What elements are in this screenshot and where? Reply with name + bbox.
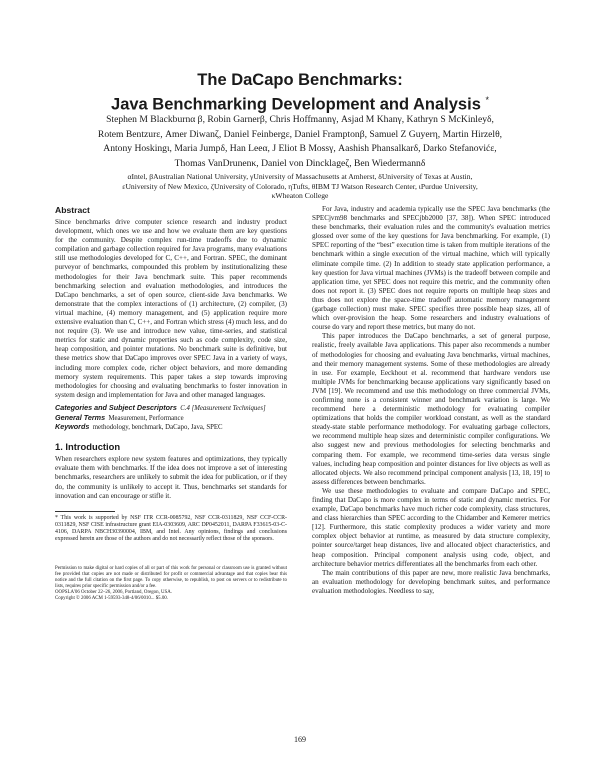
left-column: [55, 205, 287, 602]
affiliations-line-1: αIntel, βAustralian National University, γUniversity of Massachusetts at Amherst, δUniversity of Texas at Austin,: [127, 172, 473, 181]
categories-label: Categories and Subject Descriptors: [55, 402, 177, 412]
general-terms-row: [55, 414, 287, 424]
body-paragraph-3: We use these methodologies to evaluate and compare DaCapo and SPEC, finding that DaCapo is more complex in terms of static and dynamic metrics. For example, DaCapo benchmarks have much richer code complexity, class structures, and class hierarchies than SPEC according to the Chidamber and Kemerer metrics [12]. Furthermore, this static complexity produces a wider variety and more complex object behavior at runtime, as measured by data structure complexity, pointer source/target heap distances, live and allocated object characteristics, and heap composition. Principal component analysis using code, object, and architecture behavior metrics differentiates all the benchmarks from each other.: [312, 486, 550, 568]
body-paragraph-4: The main contributions of this paper are new, more realistic Java benchmarks, an evaluation methodology for developing benchmark suites, and performance evaluation methodologies. Needless to say,: [312, 568, 550, 595]
general-terms-text: Measurement, Performance: [108, 414, 184, 422]
affiliations-line-2: εUniversity of New Mexico, ζUniversity of Colorado, ηTufts, θIBM TJ Watson Research Center, ιPurdue University,: [122, 181, 478, 191]
page-number: 169: [294, 735, 306, 744]
abstract-heading: Abstract: [55, 205, 90, 215]
authors-line-2: Rotem Bentzurε, Amer Diwanζ, Daniel Feinbergε, Daniel Framptonβ, Samuel Z Guyerη, Martin Hirzelθ,: [97, 128, 503, 140]
keywords-label: Keywords: [55, 422, 90, 432]
abstract-text: Since benchmarks drive computer science research and industry product development, which ones we use and how we evaluate them are key questions for the community. Despite complex run-time tradeoffs due to dynamic compilation and garbage collection required for Java programs, many evaluations still use methodologies developed for C, C++, and Fortran. SPEC, the dominant purveyor of benchmarks, compounded this problem by institutionalizing these methodologies for their Java benchmark suite. This paper recommends benchmarking selection and evaluation methodologies, and introduces the DaCapo benchmarks, a set of open source, client-side Java benchmarks. We demonstrate that the complex interactions of (1) architecture, (2) compiler, (3) virtual machine, (4) memory management, and (5) application require more extensive evaluation than C, C++, and Fortran which stress (4) much less, and do not require (3). We use and introduce new value, time-series, and statistical metrics for static and dynamic properties such as code complexity, code size, heap composition, and pointer mutations. No benchmark suite is definitive, but these metrics show that DaCapo improves over SPEC Java in a variety of ways, including more complex code, richer object behaviors, and more demanding memory system requirements. This paper takes a step towards improving methodologies for choosing and evaluating benchmarks to foster innovation in system design and implementation for Java and other managed languages.: [55, 218, 287, 399]
title-footnote-mark: *: [485, 95, 489, 105]
right-column: [312, 205, 550, 596]
title-line-1: The DaCapo Benchmarks:: [197, 71, 403, 89]
conference-line: OOPSLA'06 October 22–26, 2006, Portland, Oregon, USA.: [55, 589, 173, 595]
copyright-line: Copyright © 2006 ACM 1-59593-348-4/06/0010... $5.00.: [55, 596, 168, 602]
authors-line-1: Stephen M Blackburnα β, Robin Garnerβ, Chris Hoffmannγ, Asjad M Khanγ, Kathryn S McKinleyδ,: [106, 114, 494, 125]
introduction-text: When researchers explore new system features and optimizations, they typically evaluate them with benchmarks. If the idea does not improve a set of interesting benchmarks, researchers are unlikely to submit the idea for publication, or if they do, the community is unlikely to accept it. Thus, benchmarks set standards for innovation and can encourage or stifle it.: [55, 455, 287, 500]
title-line-2: [40, 90, 560, 115]
body-paragraph-2: This paper introduces the DaCapo benchmarks, a set of general purpose, realistic, freely available Java applications. This paper also recommends a number of methodologies for choosing and evaluating Java benchmarks, virtual machines, and their memory management systems. Some of these methodologies are already in use. For example, Eeckhout et al. recommend that hardware vendors use multiple JVMs for benchmarking because applications vary significantly based on JVM [19]. We recommend and use this methodology on three commercial JVMs, confirming none is a consistent winner and benchmark variation is large. We recommend here a deterministic methodology for evaluating compiler optimizations that holds the compiler workload constant, as well as the standard steady-state stable performance methodology. For evaluating garbage collectors, we recommend multiple heap sizes and deterministic compiler configurations. We also suggest new and previous methodologies for selecting benchmarks and comparing them. For example, we recommend time-series data versus single values, including heap composition and pointer distances for live objects as well as allocated objects. We also recommend principal component analysis [13, 18, 19] to assess differences between benchmarks.: [312, 332, 550, 486]
keywords-row: [55, 423, 287, 433]
affiliations: [60, 172, 540, 201]
footnote-divider: [55, 511, 115, 512]
keywords-text: methodology, benchmark, DaCapo, Java, SPEC: [92, 424, 223, 432]
permission-block: [55, 566, 287, 603]
introduction-heading: 1. Introduction: [55, 441, 121, 453]
author-list: [60, 113, 540, 171]
authors-line-4: Thomas VanDrunenκ, Daniel von Dincklageζ, Ben Wiedermannδ: [174, 157, 426, 169]
funding-footnote: * This work is supported by NSF ITR CCR-0085792, NSF CCR-0311829, NSF CCF-CCR-0311829, NSF CISE infrastructure grant EIA-0303609, ARC DP0452011, DARPA F33615-03-C-4106, DARPA NBCH30390004, IBM, and Intel. Any opinions, findings and conclusions expressed herein are those of the authors and do not necessarily reflect those of the sponsors.: [55, 514, 287, 543]
permission-text: Permission to make digital or hard copies of all or part of this work for personal or classroom use is granted without fee provided that copies are not made or distributed for profit or commercial advantage and that copies bear this notice and the full citation on the first page. To copy otherwise, to republish, to post on servers or to redistribute to lists, requires prior specific permission and/or a fee.: [55, 565, 287, 589]
categories-text: C.4 [Measurement Techniques]: [180, 404, 266, 412]
affiliations-line-3: κWheaton College: [271, 191, 329, 201]
general-terms-label: General Terms: [55, 412, 106, 422]
paper-title: [40, 70, 560, 115]
body-paragraph-1: For Java, industry and academia typically use the SPEC Java benchmarks (the SPECjvm98 benchmarks and SPECjbb2000 [37, 38]). When SPEC introduced these benchmarks, their evaluation rules and the community's evaluation metrics glossed over some of the key questions for Java benchmarking. For example, (1) SPEC reporting of the “best” execution time is taken from multiple iterations of the benchmark within a single execution of the virtual machine, which will typically eliminate compile time. (2) In addition to steady state application performance, a key question for Java virtual machines (JVMs) is the tradeoff between compile and application time, yet SPEC does not require this metric, and the community often does not report it. (3) SPEC does not require reports on multiple heap sizes and thus does not explore the space-time tradeoff automatic memory management (garbage collection) must make. SPEC specifies three possible heap sizes, all of which over-provision the heap. Some researchers and industry evaluations of course do vary and report these metrics, but many do not.: [312, 205, 550, 332]
authors-line-3: Antony Hoskingι, Maria Jumpδ, Han Leeα, J Eliot B Mossγ, Aashish Phansalkarδ, Darko Stefanovićε,: [103, 143, 497, 155]
title-line-2-text: Java Benchmarking Development and Analysis: [111, 95, 481, 114]
